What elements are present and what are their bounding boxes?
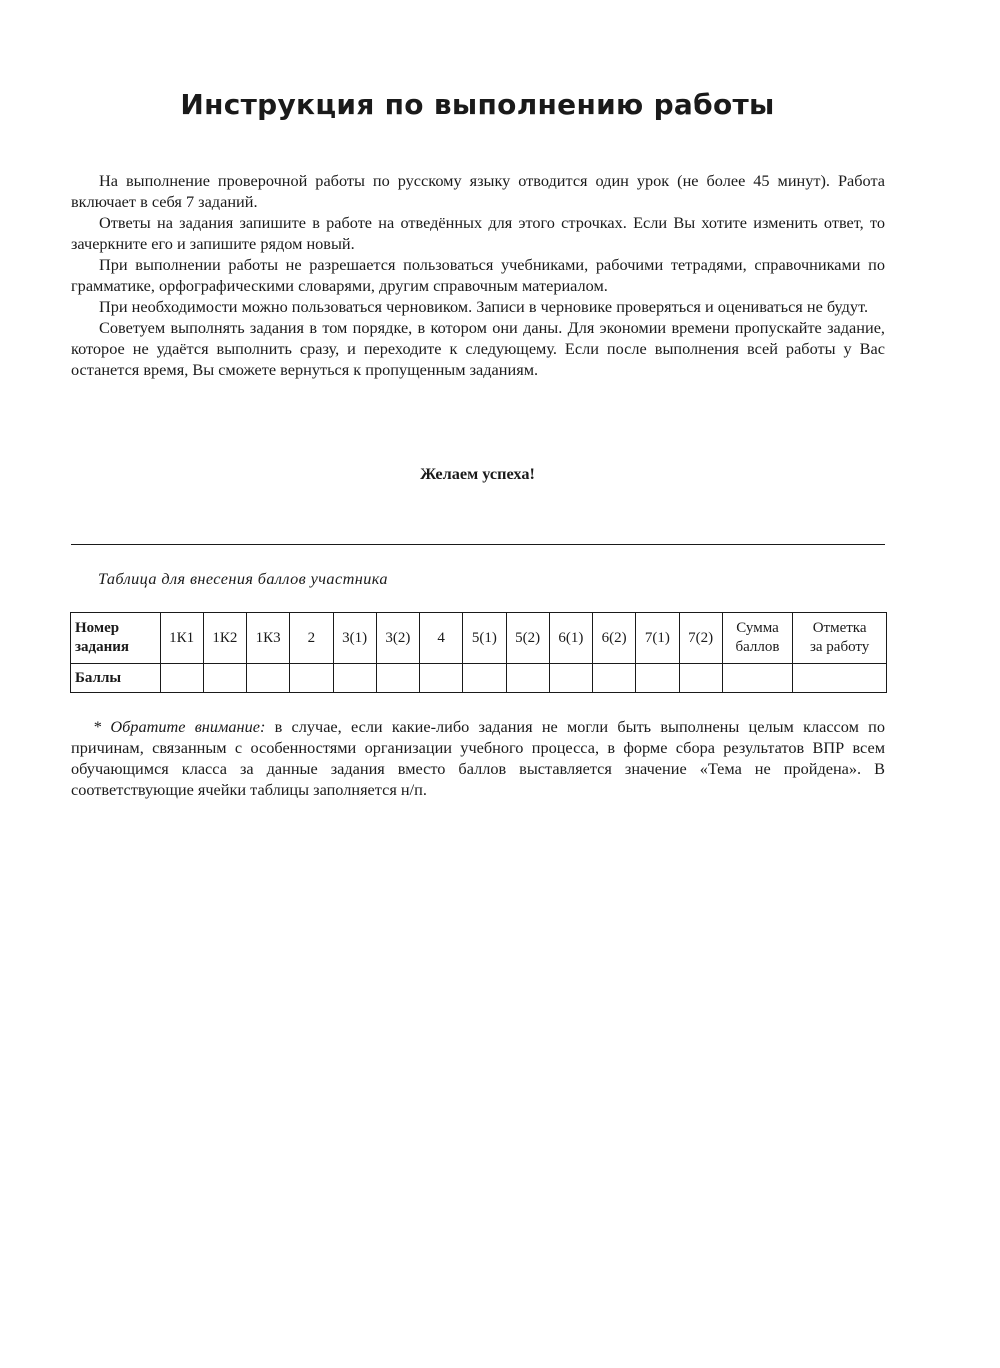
attention-note [71, 716, 885, 800]
score-cell[interactable] [593, 664, 636, 693]
table-caption: Таблица для внесения баллов участника [98, 569, 388, 588]
task-header-cell: 6(1) [549, 613, 592, 664]
attention-note-paragraph [71, 716, 885, 800]
instruction-paragraph: При выполнении работы не разрешается пользоваться учебниками, рабочими тетрадями, справочниками по грамматике, орфографическими словарями, другим справочным материалом. [71, 255, 885, 295]
sum-header-line: баллов [735, 639, 780, 655]
grade-header-cell [793, 613, 887, 664]
grade-header-line: за работу [809, 639, 870, 655]
score-cell[interactable] [420, 664, 463, 693]
score-cell[interactable] [506, 664, 549, 693]
score-cell[interactable] [376, 664, 419, 693]
grade-cell[interactable] [793, 664, 887, 693]
score-cell[interactable] [549, 664, 592, 693]
score-row [71, 664, 887, 693]
header-task-number-line: задания [75, 639, 130, 655]
sum-header-line: Сумма [736, 620, 779, 636]
sum-cell[interactable] [722, 664, 792, 693]
score-row-label: Баллы [71, 664, 161, 693]
instructions [71, 170, 885, 380]
good-luck-text: Желаем успеха! [420, 464, 535, 483]
attention-note-text: в случае, если какие-либо задания не могли быть выполнены целым классом по причинам, связанным с особенностями организации учебного процесса, в форме сбора результатов ВПР всем обучающимся класса за данные задания вместо баллов выставляется значение «Тема не пройдена». В соответствующие ячейки таблицы заполняется н/п. [71, 717, 885, 799]
attention-note-marker: * Обратите внимание: [93, 717, 266, 736]
score-cell[interactable] [203, 664, 246, 693]
header-task-number-line: Номер [75, 620, 120, 636]
score-cell[interactable] [160, 664, 203, 693]
task-header-cell: 2 [290, 613, 333, 664]
score-cell[interactable] [636, 664, 679, 693]
divider [71, 544, 885, 545]
sum-header-cell [722, 613, 792, 664]
task-header-cell: 5(1) [463, 613, 506, 664]
task-header-cell: 3(2) [376, 613, 419, 664]
page-title: Инструкция по выполнению работы [180, 88, 775, 121]
instruction-paragraph: Ответы на задания запишите в работе на отведённых для этого строчках. Если Вы хотите изменить ответ, то зачеркните его и запишите рядом новый. [71, 213, 885, 253]
task-header-cell: 1К1 [160, 613, 203, 664]
score-cell[interactable] [463, 664, 506, 693]
score-cell[interactable] [290, 664, 333, 693]
instruction-paragraph: При необходимости можно пользоваться черновиком. Записи в черновике проверяться и оцениваться не будут. [99, 297, 869, 316]
score-cell[interactable] [333, 664, 376, 693]
header-task-number-cell [71, 613, 161, 664]
grade-header-line: Отметка [812, 620, 867, 636]
task-header-cell: 7(1) [636, 613, 679, 664]
instruction-paragraph: На выполнение проверочной работы по русскому языку отводится один урок (не более 45 минут). Работа включает в себя 7 заданий. [71, 171, 885, 211]
task-header-cell: 6(2) [593, 613, 636, 664]
instruction-paragraph: Советуем выполнять задания в том порядке, в котором они даны. Для экономии времени пропускайте задание, которое не удаётся выполнить сразу, и переходите к следующему. Если после выполнения всей работы у Вас останется время, Вы сможете вернуться к пропущенным заданиям. [71, 318, 885, 379]
score-table [70, 612, 887, 693]
task-header-cell: 4 [420, 613, 463, 664]
task-header-cell: 3(1) [333, 613, 376, 664]
task-header-cell: 7(2) [679, 613, 722, 664]
table-header-row [71, 613, 887, 664]
task-header-cell: 1К2 [203, 613, 246, 664]
score-cell[interactable] [679, 664, 722, 693]
task-header-cell: 5(2) [506, 613, 549, 664]
score-cell[interactable] [247, 664, 290, 693]
task-header-cell: 1К3 [247, 613, 290, 664]
